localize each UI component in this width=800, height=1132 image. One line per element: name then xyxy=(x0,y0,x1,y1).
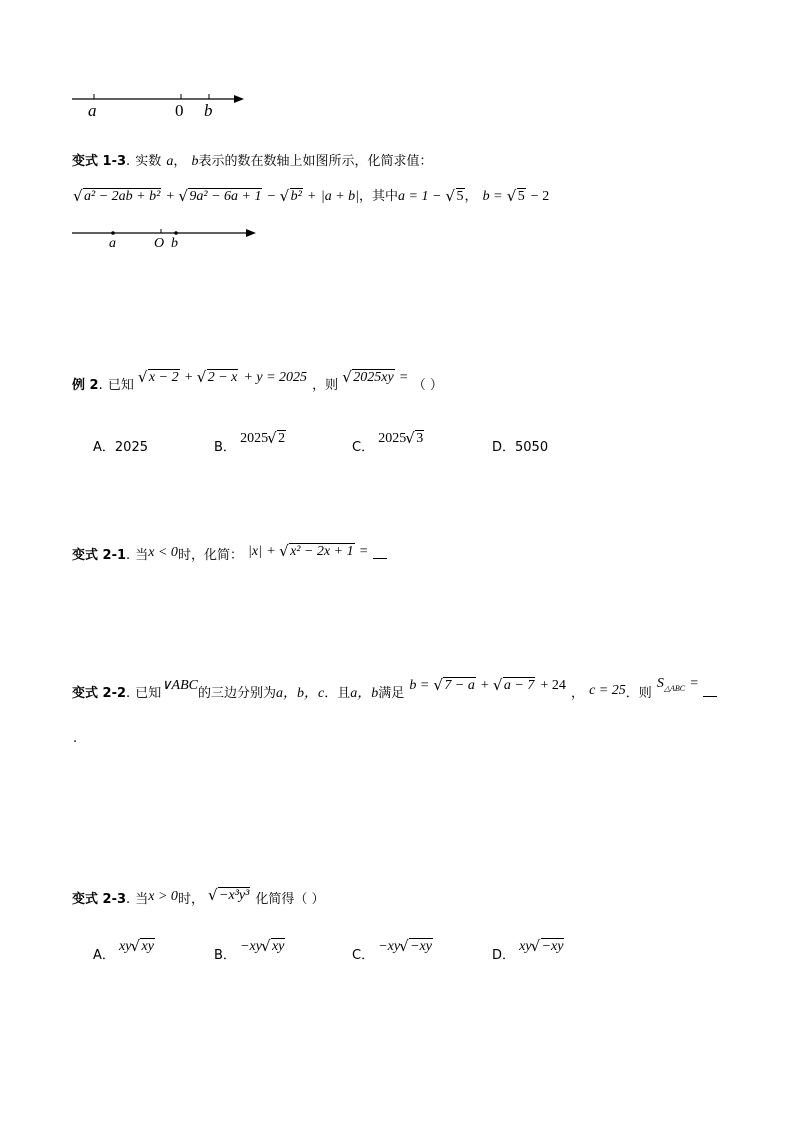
label-b: b xyxy=(171,236,178,251)
radical xyxy=(280,544,355,560)
text: 时， xyxy=(177,892,204,907)
v23-option-d xyxy=(492,939,564,964)
radicand: b² xyxy=(290,189,302,204)
ex2-question-line xyxy=(72,370,443,394)
text: ．则 xyxy=(625,686,652,701)
c-equation: c = 25 xyxy=(589,683,626,698)
separator: . xyxy=(126,892,131,907)
coefficient: xy xyxy=(119,939,132,954)
text: 已知 xyxy=(107,378,134,393)
text: 时，化简： xyxy=(177,548,243,563)
label-zero: 0 xyxy=(175,101,184,120)
operator: + xyxy=(166,189,175,204)
coefficient: −xy xyxy=(240,939,262,954)
v22-condition xyxy=(409,674,571,693)
coefficient: xy xyxy=(519,939,532,954)
abs-x: |x| xyxy=(248,544,262,559)
operator: − xyxy=(267,189,276,204)
b-equation: b = xyxy=(409,678,430,693)
radical xyxy=(262,939,285,955)
radical xyxy=(532,939,565,955)
answer-blank[interactable] xyxy=(373,558,387,559)
v23-question-line xyxy=(72,888,325,908)
equation-tail: + y = 2025 xyxy=(243,370,308,385)
ex2-option-a xyxy=(93,436,148,455)
radicand: 5 xyxy=(456,189,464,204)
area-symbol xyxy=(656,672,699,694)
separator: . xyxy=(126,686,131,701)
label-origin: O xyxy=(154,236,165,251)
radicand: 9a² − 6a + 1 xyxy=(189,189,262,204)
radicand: a² − 2ab + b² xyxy=(84,189,161,204)
coefficient: 2025 xyxy=(240,431,269,446)
point-a xyxy=(111,231,115,235)
option-value xyxy=(378,939,433,954)
point-b xyxy=(174,231,178,235)
v13-label: 变式 1-3 xyxy=(72,154,127,169)
radical-2 xyxy=(179,189,262,205)
equals: = xyxy=(359,544,368,559)
v21-expression xyxy=(248,540,373,559)
radical-1 xyxy=(139,370,180,386)
sides-ab: a，b xyxy=(350,686,379,701)
radicand: −xy xyxy=(410,939,432,954)
option-value xyxy=(378,431,424,446)
v23-option-c xyxy=(352,939,433,964)
radical-2 xyxy=(494,678,535,694)
separator: . xyxy=(126,154,131,169)
equals: = xyxy=(690,676,699,691)
radicand: x − 2 xyxy=(148,370,179,385)
ex2-condition xyxy=(139,366,312,385)
label-b: b xyxy=(204,101,213,120)
text: ， xyxy=(464,189,478,204)
ex2-target xyxy=(343,366,413,385)
radical-5 xyxy=(447,189,465,205)
v21-question-line xyxy=(72,544,387,564)
option-letter: D． xyxy=(492,948,516,963)
text: 的三边分别为 xyxy=(197,686,276,701)
radical-1 xyxy=(434,678,475,694)
ex2-label: 例 2 xyxy=(72,378,99,393)
condition: x > 0 xyxy=(148,889,178,904)
a-equation: a = 1 − xyxy=(398,189,442,204)
text: 实数 xyxy=(135,154,162,169)
text: 化简得（ ） xyxy=(255,892,325,907)
radicand: 3 xyxy=(416,431,424,446)
option-letter: B． xyxy=(214,440,236,455)
text: ，则 xyxy=(312,378,339,393)
v23-option-b xyxy=(214,939,285,964)
separator: . xyxy=(98,378,103,393)
radicand: 7 − a xyxy=(444,678,475,693)
axis-arrow xyxy=(234,95,244,103)
operator: + xyxy=(307,189,316,204)
area-subscript: △ABC xyxy=(663,684,686,694)
minus-two: − 2 xyxy=(530,189,550,204)
text: 已知 xyxy=(135,686,162,701)
coefficient: 2025 xyxy=(378,431,407,446)
text: 当 xyxy=(135,548,149,563)
option-letter: D． xyxy=(492,440,516,455)
radicand: x² − 2x + 1 xyxy=(290,544,354,559)
text: 满足 xyxy=(378,686,405,701)
option-letter: A． xyxy=(93,948,115,963)
radicand: 5 xyxy=(517,189,525,204)
label-a: a xyxy=(88,101,97,120)
v22-trailing-period: . xyxy=(73,731,78,746)
radical-1 xyxy=(74,189,161,205)
text: 当 xyxy=(135,892,149,907)
operator: + xyxy=(184,370,193,385)
v13-header-line xyxy=(72,150,432,170)
var-a: a xyxy=(166,154,174,169)
ex2-option-d xyxy=(492,436,548,455)
radicand: 2 − x xyxy=(207,370,238,385)
radical xyxy=(406,431,424,447)
b-equation: b = xyxy=(482,189,503,204)
text: ， xyxy=(173,154,187,169)
option-letter: B． xyxy=(214,948,236,963)
radical-5 xyxy=(508,189,526,205)
radicand: 2 xyxy=(278,431,286,446)
option-letter: A． xyxy=(93,440,115,455)
option-value: 2025 xyxy=(114,440,148,455)
axis-arrow xyxy=(246,229,256,237)
option-value xyxy=(119,939,155,954)
condition: x < 0 xyxy=(148,545,178,560)
operator: + xyxy=(267,544,275,559)
radical xyxy=(209,888,250,904)
triangle-abc: ∨ABC xyxy=(161,678,198,693)
radical xyxy=(131,939,154,955)
option-value xyxy=(519,939,564,954)
number-line-2 xyxy=(68,222,263,252)
sides: a，b，c xyxy=(275,686,325,701)
radicand: xy xyxy=(141,939,154,954)
radical-3 xyxy=(281,189,303,205)
v23-label: 变式 2-3 xyxy=(72,892,127,907)
abs-a-plus-b: |a + b| xyxy=(320,189,360,204)
v22-question-line xyxy=(72,676,717,703)
option-letter: C． xyxy=(352,948,375,963)
answer-paren: （ ） xyxy=(412,378,443,393)
radicand: −x³y³ xyxy=(219,888,250,903)
v21-label: 变式 2-1 xyxy=(72,548,127,563)
radical-2 xyxy=(198,370,239,386)
operator: + xyxy=(480,678,489,693)
option-value: 5050 xyxy=(515,440,549,455)
v22-label: 变式 2-2 xyxy=(72,686,127,701)
text: ．且 xyxy=(324,686,351,701)
radicand: 2025xy xyxy=(353,370,394,385)
v23-option-a xyxy=(93,939,155,964)
plus-24: + 24 xyxy=(540,678,566,693)
text: ， xyxy=(570,686,584,701)
radical xyxy=(268,431,286,447)
v13-expression-line xyxy=(74,185,549,205)
label-a: a xyxy=(109,236,116,251)
radical xyxy=(400,939,433,955)
ex2-option-b xyxy=(214,431,286,456)
radicand: a − 7 xyxy=(503,678,535,693)
var-b: b xyxy=(191,154,199,169)
option-letter: C． xyxy=(352,440,375,455)
number-line-1 xyxy=(68,88,258,122)
text: 表示的数在数轴上如图所示，化简求值： xyxy=(198,154,433,169)
text: ，其中 xyxy=(359,189,399,204)
option-value xyxy=(240,431,286,446)
radical-3 xyxy=(343,370,394,386)
radicand: xy xyxy=(271,939,285,954)
ex2-option-c xyxy=(352,431,424,456)
equals: = xyxy=(399,370,408,385)
separator: . xyxy=(126,548,131,563)
answer-blank[interactable] xyxy=(703,696,717,697)
radicand: −xy xyxy=(541,939,564,954)
coefficient: −xy xyxy=(378,939,401,954)
area-s: S xyxy=(656,676,664,691)
option-value xyxy=(240,939,285,954)
